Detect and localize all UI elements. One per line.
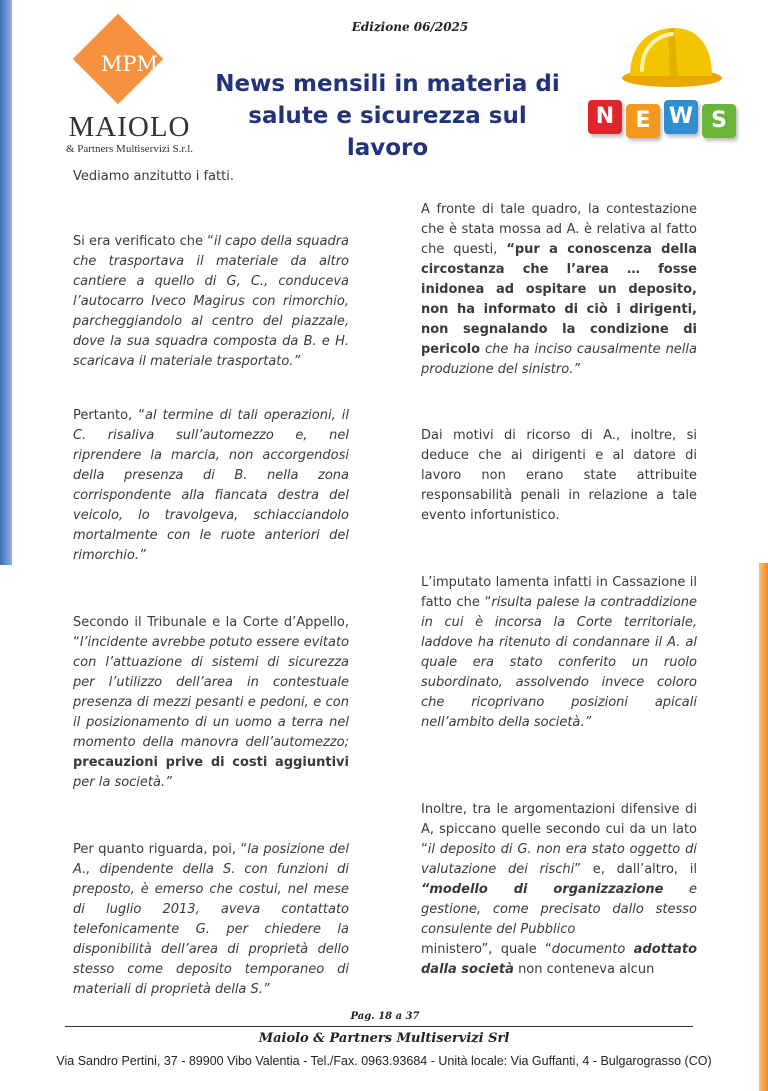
right-paragraph-2: Dai motivi di ricorso di A., inoltre, si deduce che ai dirigenti e al datore di lavoro non erano state attribuite responsabilità penali in relazione a tale evento infortunistico. [421,428,697,523]
right-paragraph-4: Inoltre, tra le argomentazioni difensive di A, spiccano quelle secondo cui da un lato “il deposito di G. non era stato oggetto di valutazione dei rischi” e, dall’altro, il “modello di organizzazione e gestione, come precisato dallo stesso consulente del Pubblico ministero”, quale “documento adottato dalla società non conteneva alcun [421,802,697,977]
news-cube-s: S [702,104,736,138]
logo-name: MAIOLO [68,111,191,143]
right-paragraph-1: A fronte di tale quadro, la contestazione che è stata mossa ad A. è relativa al fatto che questi, “pur a conoscenza della circostanza che l’area … fosse inidonea ad ospitare un deposito, non ha informato di ciò i dirigenti, non segnalando la condizione di pericolo che ha inciso causalmente nella produzione del sinistro.” [421,202,697,377]
hard-hat-icon [612,20,722,92]
left-edge-bar [0,0,12,565]
left-paragraph-3: Pertanto, “al termine di tali operazioni, il C. risaliva sull’automezzo e, nel riprendere la marcia, non accorgendosi della presenza di B. nella zona corrispondente alla fiancata destra del veicolo, lo travolgeva, schiacciandolo mortalmente con le ruote anteriori del rimorchio.” [73,408,349,563]
title-line-1: News mensili in materia di [215,71,560,97]
footer-divider [65,1026,693,1027]
news-cube-n: N [588,100,622,134]
left-paragraph-1: Vediamo anzitutto i fatti. [73,169,234,184]
page-number: Pag. 18 a 37 [350,1011,420,1022]
edition-label: Edizione 06/2025 [351,20,469,34]
logo-mark: MPM [100,52,159,76]
logo-subtitle: & Partners Multiservizi S.r.l. [65,143,194,155]
left-paragraph-2: Si era verificato che “il capo della squadra che trasportava il materiale da altro cantiere a quello di G, C., conduceva l’autocarro Iveco Magirus con rimorchio, parcheggiandolo al centro del piazzale, dove la sua squadra composta da B. e H. scaricava il materiale trasportato.” [73,234,350,369]
left-paragraph-5: Per quanto riguarda, poi, “la posizione del A., dipendente della S. con funzioni di preposto, è emerso che costui, nel mese di luglio 2013, aveva contattato telefonicamente G. per chiedere la disponibilità dell’area di proprietà dello stesso come deposito temporaneo di materiali di proprietà della S.” [73,842,350,997]
news-cube-e: E [626,104,660,138]
right-paragraph-3: L’imputato lamenta infatti in Cassazione il fatto che “risulta palese la contraddizione in cui è incorsa la Corte territoriale, laddove ha ritenuto di condannare il A. al quale era stato conferito un ruolo subordinato, assolvendo invece coloro che ricoprivano posizioni apicali nell’ambito della società.” [421,575,697,730]
footer-company: Maiolo & Partners Multiservizi Srl [258,1031,510,1046]
company-logo [62,25,197,155]
news-cubes [588,100,738,140]
footer-address: Via Sandro Pertini, 37 - 89900 Vibo Valentia - Tel./Fax. 0963.93684 - Unità locale: Via Guffanti, 4 - Bulgarograsso (CO) [56,1054,712,1068]
right-edge-bar [759,563,768,1091]
title-line-2: salute e sicurezza sul lavoro [248,103,527,161]
left-paragraph-4: Secondo il Tribunale e la Corte d’Appello, “l’incidente avrebbe potuto essere evitato con l’attuazione di sistemi di sicurezza per l’utilizzo dell’area in contestuale presenza di mezzi pesanti e pedoni, e con il posizionamento di un uomo a terra nel momento della manovra dell’automezzo; precauzioni prive di costi aggiuntivi per la società.” [73,615,349,790]
news-cube-w: W [664,100,698,134]
page-title [205,68,570,164]
